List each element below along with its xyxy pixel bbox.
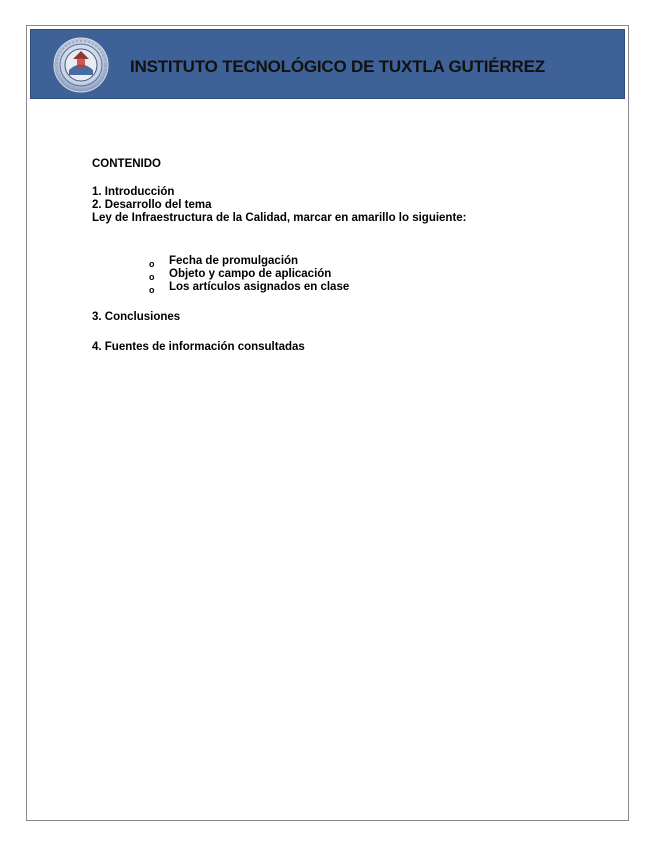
list-item-conclusiones: 3. Conclusiones [92, 311, 181, 323]
sub-item-label: Objeto y campo de aplicación [169, 268, 332, 280]
list-item-introduccion: 1. Introducción [92, 186, 175, 198]
sub-item-label: Los artículos asignados en clase [169, 281, 350, 293]
sub-item-objeto [149, 268, 612, 282]
content-heading: CONTENIDO [92, 158, 161, 170]
list-item-fuentes: 4. Fuentes de información consultadas [92, 341, 305, 353]
header-banner [30, 29, 625, 99]
bullet-icon: o [149, 272, 155, 282]
institution-title: INSTITUTO TECNOLÓGICO DE TUXTLA GUTIÉRREZ [130, 57, 545, 76]
bullet-icon: o [149, 285, 155, 295]
sub-item-fecha [149, 255, 612, 269]
document-page [26, 25, 629, 821]
sub-item-label: Fecha de promulgación [169, 255, 299, 267]
sub-item-articulos [149, 281, 612, 295]
list-item-desarrollo: 2. Desarrollo del tema [92, 199, 212, 211]
bullet-icon: o [149, 259, 155, 269]
sub-item-list [92, 255, 612, 294]
institution-seal-icon [53, 37, 109, 93]
law-instruction: Ley de Infraestructura de la Calidad, marcar en amarillo lo siguiente: [92, 212, 467, 224]
content-body [92, 158, 612, 354]
